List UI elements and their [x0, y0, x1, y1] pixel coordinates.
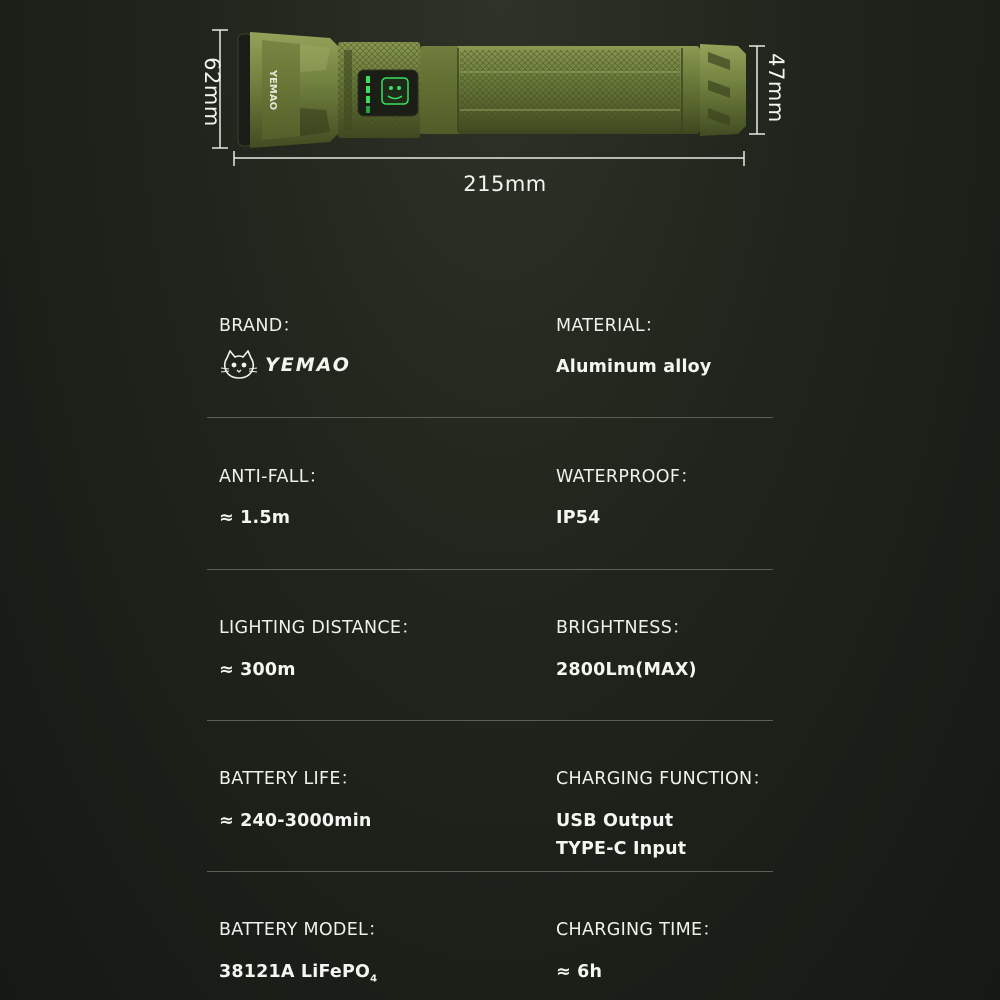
anti-fall-value: ≈ 1.5m — [219, 508, 291, 528]
charging-function-label: CHARGING FUNCTION： — [556, 769, 771, 789]
lighting-distance-value: ≈ 300m — [219, 660, 296, 680]
charging-time-value: ≈ 6h — [556, 962, 603, 982]
material-label: MATERIAL： — [556, 316, 663, 336]
cat-face-icon — [219, 350, 259, 380]
waterproof-label: WATERPROOF： — [556, 467, 698, 487]
spec-row — [207, 872, 773, 1000]
brightness-value: 2800Lm(MAX) — [556, 660, 697, 680]
material-value: Aluminum alloy — [556, 357, 712, 377]
anti-fall-label: ANTI-FALL： — [219, 467, 327, 487]
length-dimension-line — [234, 151, 744, 166]
battery-indicator-led — [366, 86, 370, 93]
spec-row — [207, 721, 773, 872]
power-button-icon — [382, 78, 408, 104]
battery-model-label: BATTERY MODEL： — [219, 920, 386, 940]
battery-model-main: 38121A LiFePO — [219, 962, 371, 982]
tail-dimension-line — [749, 46, 765, 134]
battery-model-value — [219, 958, 377, 994]
head-diameter-label: 62mm — [200, 57, 224, 127]
brightness-label: BRIGHTNESS： — [556, 618, 690, 638]
battery-indicator-led — [366, 106, 370, 113]
waterproof-value: IP54 — [556, 508, 601, 528]
spec-row — [207, 418, 773, 570]
brand-logo — [219, 350, 351, 380]
lens-bezel — [238, 34, 252, 146]
battery-life-label: BATTERY LIFE： — [219, 769, 359, 789]
brand-label-text: BRAND： — [219, 316, 301, 336]
product-image — [0, 0, 1000, 210]
spec-row — [207, 570, 773, 721]
battery-model-subscript: 4 — [370, 973, 378, 985]
lighting-distance-label: LIGHTING DISTANCE： — [219, 618, 420, 638]
battery-indicator-led — [366, 76, 370, 83]
spec-row — [207, 290, 773, 418]
head-marking: YEMAO — [267, 69, 278, 111]
brand-logo-text: YEMAO — [265, 354, 351, 376]
charging-time-label: CHARGING TIME： — [556, 920, 721, 940]
battery-indicator-led — [366, 96, 370, 103]
charging-function-value-output: USB Output — [556, 811, 674, 831]
tail-diameter-label: 47mm — [764, 53, 788, 123]
battery-life-value: ≈ 240-3000min — [219, 811, 372, 831]
spec-table — [207, 290, 773, 1000]
length-label: 215mm — [463, 172, 547, 196]
charging-function-value-input: TYPE-C Input — [556, 839, 687, 859]
